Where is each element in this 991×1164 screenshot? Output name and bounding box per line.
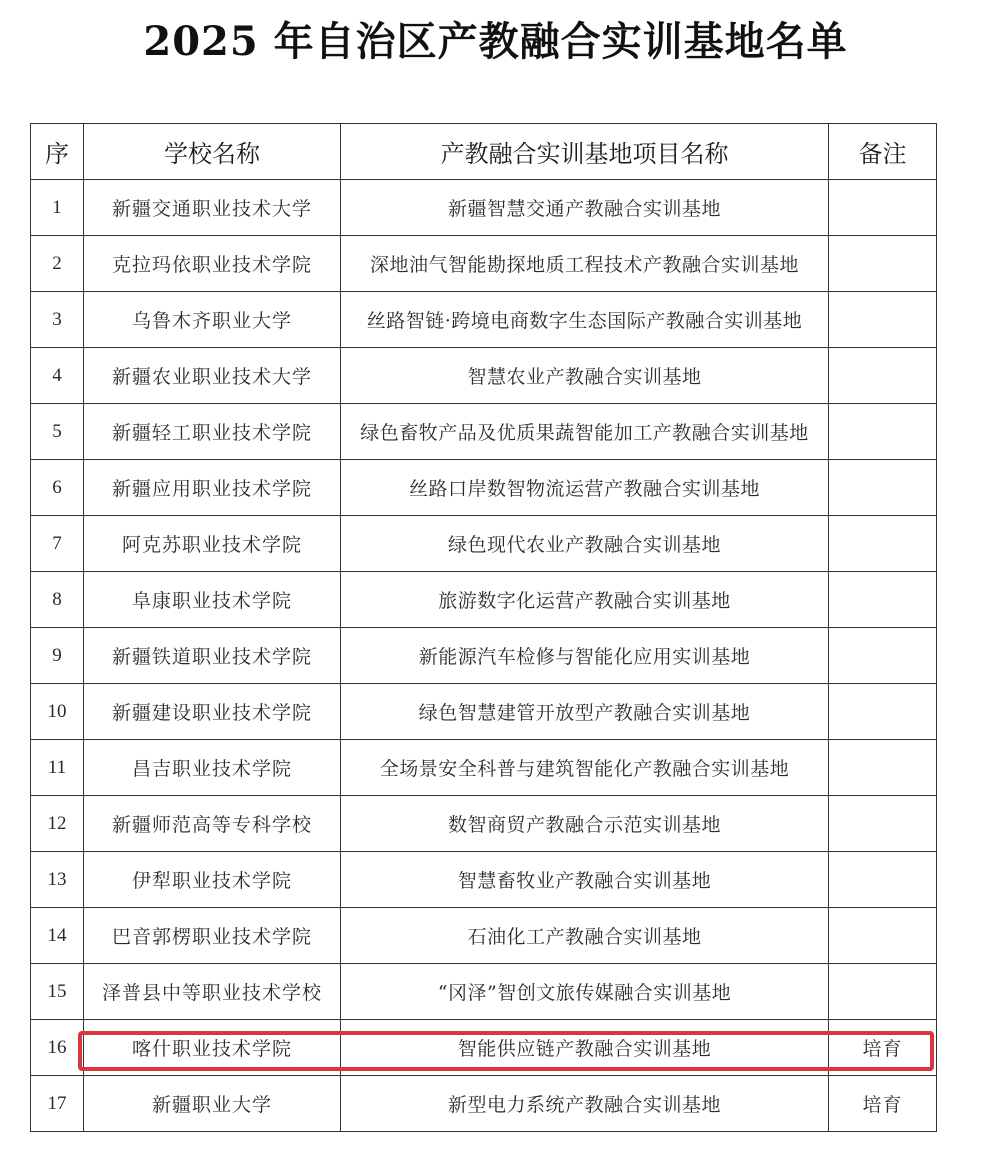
cell-note: 培育 [829,1020,937,1076]
cell-project: 新能源汽车检修与智能化应用实训基地 [341,628,829,684]
cell-note [829,516,937,572]
table-row [31,348,937,404]
table-row [31,740,937,796]
cell-school: 喀什职业技术学院 [84,1020,341,1076]
page-title: 2025 年自治区产教融合实训基地名单 [143,18,848,65]
cell-seq: 15 [31,964,84,1020]
cell-note [829,908,937,964]
cell-school: 新疆铁道职业技术学院 [84,628,341,684]
base-roster-table [30,123,937,1132]
table-row [31,572,937,628]
cell-seq: 5 [31,404,84,460]
cell-seq: 6 [31,460,84,516]
cell-project: 绿色智慧建管开放型产教融合实训基地 [341,684,829,740]
cell-note [829,236,937,292]
cell-project: 智能供应链产教融合实训基地 [341,1020,829,1076]
cell-school: 新疆建设职业技术学院 [84,684,341,740]
table-row [31,684,937,740]
table-row [31,964,937,1020]
cell-note [829,404,937,460]
table-row [31,796,937,852]
table-row [31,404,937,460]
cell-note [829,180,937,236]
cell-project: 绿色现代农业产教融合实训基地 [341,516,829,572]
cell-school: 新疆农业职业技术大学 [84,348,341,404]
cell-school: 伊犁职业技术学院 [84,852,341,908]
header-seq: 序 [31,124,84,180]
cell-note [829,628,937,684]
cell-seq: 4 [31,348,84,404]
cell-project: 新疆智慧交通产教融合实训基地 [341,180,829,236]
table-row [31,628,937,684]
header-note: 备注 [829,124,937,180]
cell-project: 智慧畜牧业产教融合实训基地 [341,852,829,908]
cell-seq: 7 [31,516,84,572]
cell-note [829,292,937,348]
cell-project: 丝路智链·跨境电商数字生态国际产教融合实训基地 [341,292,829,348]
cell-school: 克拉玛依职业技术学院 [84,236,341,292]
cell-seq: 16 [31,1020,84,1076]
cell-project: 绿色畜牧产品及优质果蔬智能加工产教融合实训基地 [341,404,829,460]
cell-school: 新疆师范高等专科学校 [84,796,341,852]
table-row [31,460,937,516]
cell-project: 旅游数字化运营产教融合实训基地 [341,572,829,628]
table-row [31,292,937,348]
table-row [31,908,937,964]
table-row [31,1076,937,1132]
cell-project: 深地油气智能勘探地质工程技术产教融合实训基地 [341,236,829,292]
table-row [31,852,937,908]
cell-note [829,460,937,516]
cell-seq: 8 [31,572,84,628]
cell-project: 丝路口岸数智物流运营产教融合实训基地 [341,460,829,516]
table-row [31,236,937,292]
cell-project: 数智商贸产教融合示范实训基地 [341,796,829,852]
cell-note [829,348,937,404]
cell-seq: 11 [31,740,84,796]
cell-school: 新疆职业大学 [84,1076,341,1132]
cell-seq: 17 [31,1076,84,1132]
header-school: 学校名称 [84,124,341,180]
cell-school: 阿克苏职业技术学院 [84,516,341,572]
cell-project: 全场景安全科普与建筑智能化产教融合实训基地 [341,740,829,796]
cell-school: 新疆轻工职业技术学院 [84,404,341,460]
cell-school: 乌鲁木齐职业大学 [84,292,341,348]
header-project: 产教融合实训基地项目名称 [341,124,829,180]
cell-seq: 9 [31,628,84,684]
cell-seq: 1 [31,180,84,236]
cell-seq: 3 [31,292,84,348]
cell-project: 智慧农业产教融合实训基地 [341,348,829,404]
table-row [31,516,937,572]
cell-school: 新疆应用职业技术学院 [84,460,341,516]
cell-note [829,852,937,908]
table-row [31,180,937,236]
cell-note [829,964,937,1020]
cell-school: 新疆交通职业技术大学 [84,180,341,236]
cell-note [829,684,937,740]
cell-seq: 10 [31,684,84,740]
table-header-row [31,124,937,180]
cell-note [829,572,937,628]
cell-project: 新型电力系统产教融合实训基地 [341,1076,829,1132]
cell-school: 泽普县中等职业技术学校 [84,964,341,1020]
cell-project: 石油化工产教融合实训基地 [341,908,829,964]
cell-seq: 2 [31,236,84,292]
cell-school: 巴音郭楞职业技术学院 [84,908,341,964]
cell-note [829,796,937,852]
cell-seq: 12 [31,796,84,852]
cell-school: 昌吉职业技术学院 [84,740,341,796]
cell-seq: 14 [31,908,84,964]
cell-seq: 13 [31,852,84,908]
table-row-highlighted [31,1020,937,1076]
cell-note: 培育 [829,1076,937,1132]
cell-note [829,740,937,796]
cell-project: “冈泽”智创文旅传媒融合实训基地 [341,964,829,1020]
cell-school: 阜康职业技术学院 [84,572,341,628]
